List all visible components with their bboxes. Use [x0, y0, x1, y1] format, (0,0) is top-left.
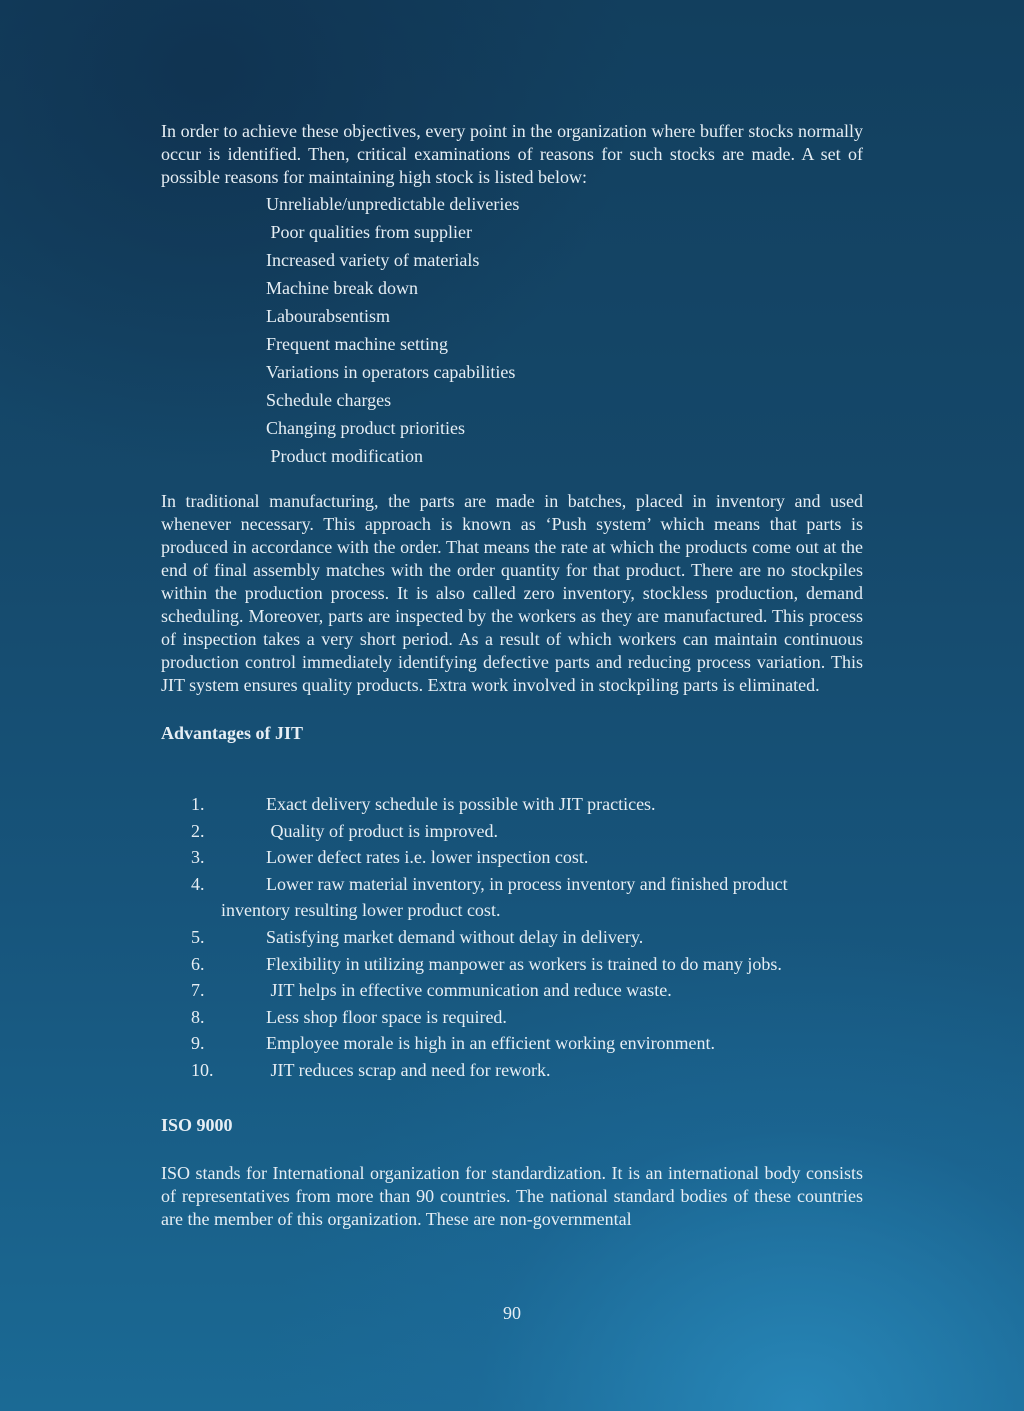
- traditional-paragraph: In traditional manufacturing, the parts are made in batches, placed in inventory and used whenever necessary. This approach is known as ‘Push system’ which means that parts is produced in accordance with the order. That means the rate at which the products come out at the end of final assembly matches with the order quantity for that product. There are no stockpiles within the production process. It is also called zero inventory, stockless production, demand scheduling. Moreover, parts are inspected by the workers as they are manufactured. This process of inspection takes a very short period. As a result of which workers can maintain continuous production control immediately identifying defective parts and reducing process variation. This JIT system ensures quality products. Extra work involved in stockpiling parts is eliminated.: [161, 491, 863, 695]
- list-item: [161, 924, 863, 951]
- list-item-number: 2.: [191, 820, 205, 841]
- reason-item: Product modification: [266, 446, 423, 466]
- list-item-text: Employee morale is high in an efficient working environment.: [266, 1033, 716, 1054]
- list-item-text: Less shop floor space is required.: [266, 1006, 507, 1027]
- list-item: [161, 951, 863, 978]
- list-item-number: 10.: [191, 1059, 214, 1080]
- intro-paragraph: In order to achieve these objectives, every point in the organization where buffer stocks normally occur is identified. Then, critical examinations of reasons for such stocks are made. A set of possible reasons for maintaining high stock is listed below:: [161, 121, 863, 187]
- list-item: [161, 818, 863, 845]
- list-item-number: 4.: [191, 873, 205, 894]
- list-item: [161, 977, 863, 1004]
- list-item-text: Exact delivery schedule is possible with JIT practices.: [266, 794, 656, 814]
- list-item-number: 9.: [191, 1033, 205, 1054]
- list-item: [161, 871, 863, 924]
- list-item-number: 8.: [191, 1006, 205, 1027]
- reason-item: Changing product priorities: [266, 418, 465, 438]
- advantages-heading: Advantages of JIT: [161, 723, 304, 743]
- list-item-text: Lower defect rates i.e. lower inspection cost.: [266, 847, 589, 868]
- page-content: [161, 120, 863, 1231]
- list-item-number: 7.: [191, 980, 205, 1001]
- reason-item: Labourabsentism: [266, 306, 390, 326]
- list-item-text: JIT helps in effective communication and reduce waste.: [266, 980, 672, 1001]
- list-item-text: Quality of product is improved.: [266, 820, 498, 841]
- reason-item: Increased variety of materials: [266, 250, 480, 270]
- list-item: [161, 1004, 863, 1031]
- list-item-text: Lower raw material inventory, in process inventory and finished product: [266, 873, 788, 894]
- list-item-text: JIT reduces scrap and need for rework.: [266, 1059, 551, 1080]
- reason-item: Unreliable/unpredictable deliveries: [266, 194, 520, 214]
- reason-item: Machine break down: [266, 278, 418, 298]
- list-item-number: 6.: [191, 953, 205, 974]
- list-item: [161, 1030, 863, 1057]
- reasons-list: [161, 190, 863, 470]
- list-item-text: Satisfying market demand without delay in delivery.: [266, 926, 644, 947]
- reason-item: Frequent machine setting: [266, 334, 448, 354]
- list-item: [161, 791, 863, 818]
- reason-item: Variations in operators capabilities: [266, 362, 516, 382]
- iso-paragraph: ISO stands for International organization for standardization. It is an international body consists of representatives from more than 90 countries. The national standard bodies of these countries are the member of this organization. These are non-governmental: [161, 1162, 863, 1229]
- iso-heading: ISO 9000: [161, 1114, 233, 1135]
- list-item: [161, 844, 863, 871]
- advantages-list: [161, 791, 863, 1084]
- list-item-number: 1.: [191, 794, 205, 814]
- list-item: [161, 1057, 863, 1084]
- list-item-number: 3.: [191, 847, 205, 868]
- list-item-number: 5.: [191, 926, 205, 947]
- list-item-text: Flexibility in utilizing manpower as workers is trained to do many jobs.: [266, 953, 782, 974]
- page-number: 90: [503, 1303, 521, 1323]
- reason-item: Schedule charges: [266, 390, 392, 410]
- list-item-continuation: inventory resulting lower product cost.: [221, 900, 501, 921]
- reason-item: Poor qualities from supplier: [266, 222, 472, 242]
